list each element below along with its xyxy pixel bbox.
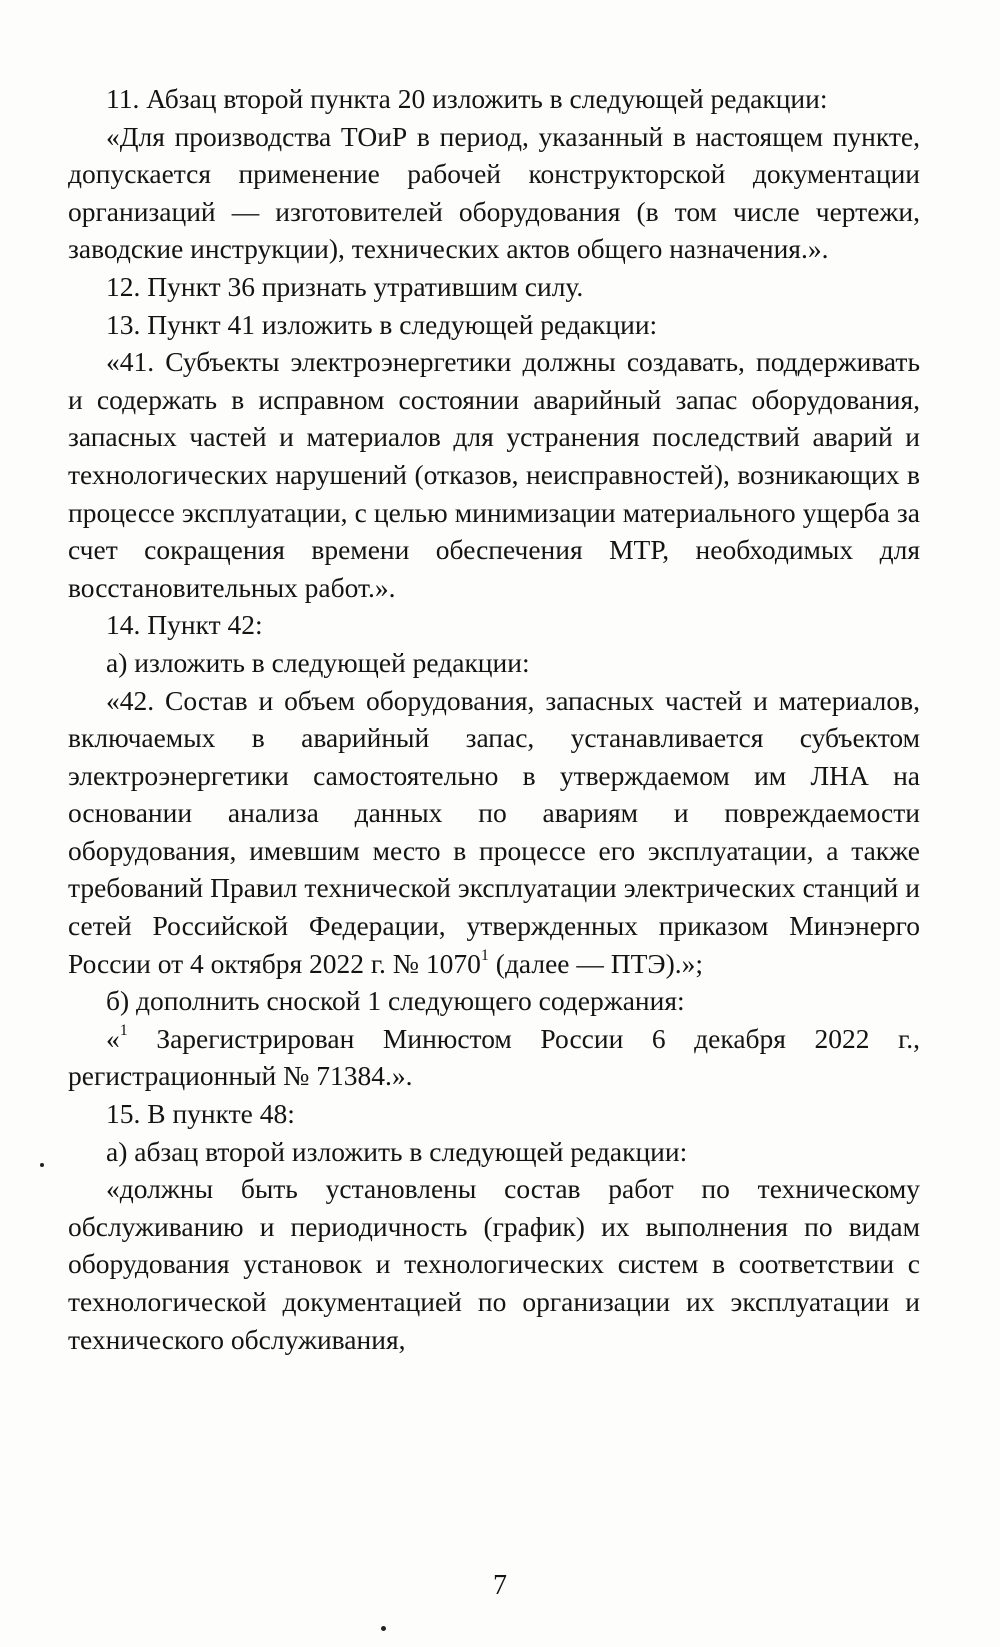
footnote-text: Зарегистрирован Минюстом России 6 декабря 2022 г., регистрационный № 71384.». bbox=[68, 1022, 920, 1092]
paragraph-item-11: 11. Абзац второй пункта 20 изложить в следующей редакции: bbox=[106, 83, 828, 114]
paragraph-item-14-quote-text: «42. Состав и объем оборудования, запасных частей и материалов, включаемых в аварийный запас, устанавливается субъектом электроэнергетики самостоятельно в утверждаемом им ЛНА на основании анализа данных по авариям и повреждаемости оборудования, имевшим место в процессе его эксплуатации, а также требований Правил технической эксплуатации электрических станций и сетей Российской Федерации, утвержденных приказом Минэнерго России от 4 октября 2022 г. № 1070 bbox=[68, 684, 920, 979]
paragraph-item-13: 13. Пункт 41 изложить в следующей редакции: bbox=[106, 308, 658, 340]
print-speck bbox=[381, 1626, 386, 1631]
paragraph-item-15-quote: «должны быть установлены состав работ по техническому обслуживанию и периодичность (график) их выполнения по видам оборудования установок и технологических систем в соответствии с технологической документацией по организации их эксплуатации и технического обслуживания, bbox=[68, 1173, 920, 1355]
print-speck bbox=[40, 1163, 44, 1167]
paragraph-item-12: 12. Пункт 36 признать утратившим силу. bbox=[106, 270, 584, 302]
document-body bbox=[68, 80, 920, 1358]
footnote-quote-open: « bbox=[106, 1022, 120, 1054]
paragraph-item-14-quote-tail: (далее — ПТЭ).»; bbox=[488, 947, 703, 979]
paragraph-item-14-quote bbox=[68, 682, 920, 983]
footnote-number: 1 bbox=[119, 1021, 128, 1039]
paragraph-item-15: 15. В пункте 48: bbox=[106, 1098, 295, 1130]
footnote-reference: 1 bbox=[480, 946, 489, 964]
paragraph-item-13-quote: «41. Субъекты электроэнергетики должны создавать, поддерживать и содержать в исправном состоянии аварийный запас оборудования, запасных частей и материалов для устранения последствий аварий и технологических нарушений (отказов, неисправностей), возникающих в процессе эксплуатации, с целью минимизации материального ущерба за счет сокращения времени обеспечения МТР, необходимых для восстановительных работ.». bbox=[68, 346, 920, 603]
paragraph-item-14-b: б) дополнить сноской 1 следующего содержания: bbox=[106, 985, 685, 1017]
paragraph-item-14-b-quote bbox=[68, 1020, 920, 1095]
paragraph-item-11-quote: «Для производства ТОиР в период, указанный в настоящем пункте, допускается применение рабочей конструкторской документации организаций — изготовителей оборудования (в том числе чертежи, заводские инструкции), технических актов общего назначения.». bbox=[68, 120, 920, 265]
paragraph-item-15-a: а) абзац второй изложить в следующей редакции: bbox=[106, 1135, 688, 1167]
page-number: 7 bbox=[493, 1570, 507, 1601]
paragraph-item-14: 14. Пункт 42: bbox=[106, 609, 263, 641]
paragraph-item-14-a: а) изложить в следующей редакции: bbox=[106, 646, 530, 678]
